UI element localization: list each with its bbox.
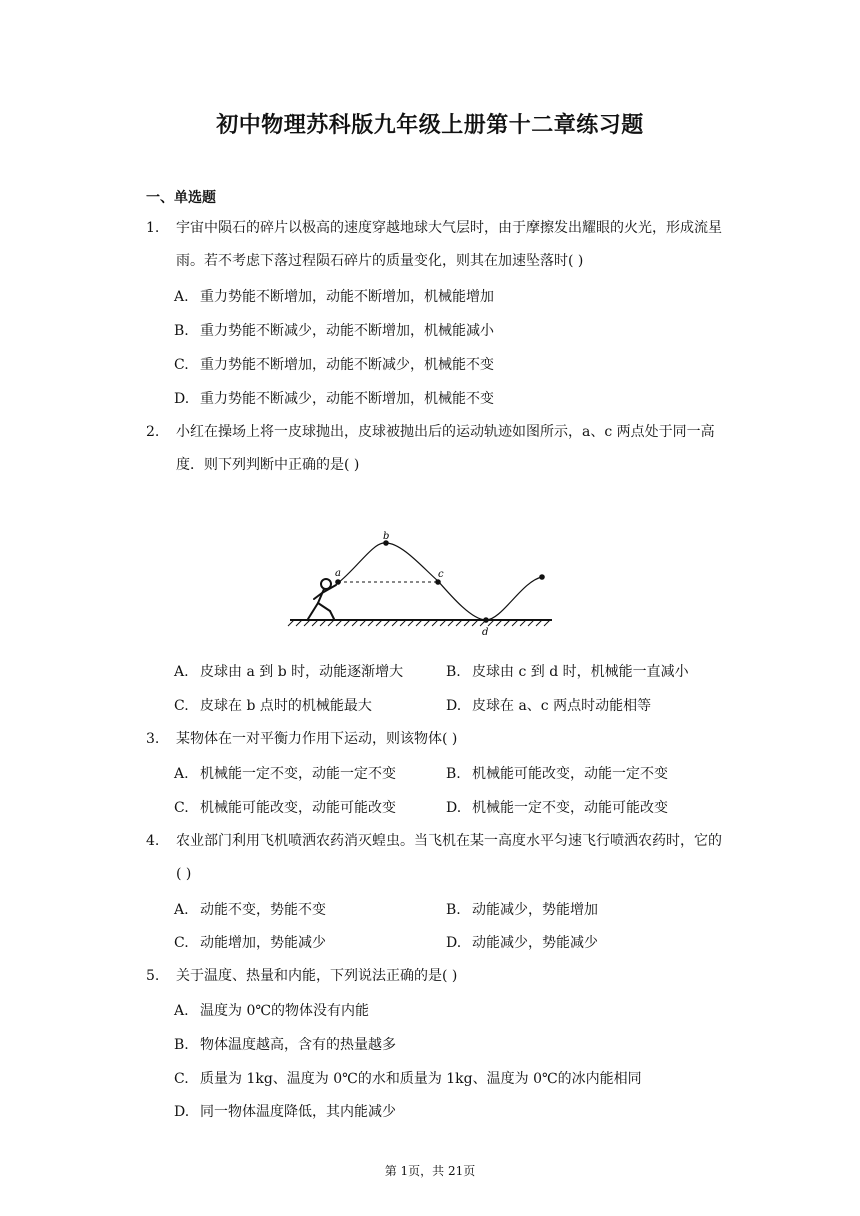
label-d: d: [482, 627, 489, 638]
question-5: [146, 960, 726, 993]
option-3a: A. 机械能一定不变，动能一定不变: [174, 766, 396, 782]
document-title: 初中物理苏科版九年级上册第十二章练习题: [216, 112, 644, 138]
option-4c: C. 动能增加，势能减少: [174, 935, 326, 951]
question-number: 3.: [146, 731, 160, 747]
question-text: 农业部门利用飞机喷洒农药消灭蝗虫。当飞机在某一高度水平匀速飞行喷洒农药时，它的( ): [176, 833, 722, 882]
option-1a: A. 重力势能不断增加，动能不断增加，机械能增加: [174, 289, 494, 305]
question-text: 某物体在一对平衡力作用下运动，则该物体( ): [176, 731, 458, 747]
point-c: [435, 579, 441, 585]
option-2b: B. 皮球由 c 到 d 时，机械能一直减小: [446, 664, 689, 680]
label-a: a: [335, 568, 341, 579]
thrower-figure: [308, 579, 336, 619]
question-text: 小红在操场上将一皮球抛出，皮球被抛出后的运动轨迹如图所示，a、c 两点处于同一高度．则下列判断中正确的是( ): [176, 424, 715, 473]
option-1c: C. 重力势能不断增加，动能不断减少，机械能不变: [174, 357, 494, 373]
option-4b: B. 动能减少，势能增加: [446, 902, 598, 918]
question-2: [146, 416, 726, 482]
question-number: 1.: [146, 220, 160, 236]
option-5d: D. 同一物体温度降低，其内能减少: [174, 1104, 396, 1120]
label-b: b: [383, 531, 390, 542]
question-number: 4.: [146, 833, 160, 849]
label-c: c: [438, 569, 444, 580]
trajectory-figure: [286, 527, 556, 642]
option-4d: D. 动能减少，势能减少: [446, 935, 598, 951]
question-3: [146, 723, 726, 756]
option-5c: C. 质量为 1kg、温度为 0℃的水和质量为 1kg、温度为 0℃的冰内能相同: [174, 1071, 642, 1087]
section-heading: 一、单选题: [146, 190, 216, 206]
option-2c: C. 皮球在 b 点时的机械能最大: [174, 698, 372, 714]
question-number: 2.: [146, 424, 160, 440]
option-1d: D. 重力势能不断减少，动能不断增加，机械能不变: [174, 391, 494, 407]
option-2d: D. 皮球在 a、c 两点时动能相等: [446, 698, 652, 714]
question-4: [146, 825, 726, 891]
question-number: 5.: [146, 968, 160, 984]
option-5b: B. 物体温度越高，含有的热量越多: [174, 1037, 396, 1053]
question-text: 关于温度、热量和内能，下列说法正确的是( ): [176, 968, 458, 984]
point-end: [539, 574, 545, 580]
question-text: 宇宙中陨石的碎片以极高的速度穿越地球大气层时，由于摩擦发出耀眼的火光，形成流星雨。若不考虑下落过程陨石碎片的质量变化，则其在加速坠落时( ): [176, 220, 722, 269]
option-3b: B. 机械能可能改变，动能一定不变: [446, 766, 668, 782]
option-1b: B. 重力势能不断减少，动能不断增加，机械能减小: [174, 323, 494, 339]
page-footer: 第 1页，共 21页: [384, 1164, 476, 1178]
option-3d: D. 机械能一定不变，动能可能改变: [446, 800, 668, 816]
point-a: [335, 579, 341, 585]
question-1: [146, 212, 726, 278]
option-4a: A. 动能不变，势能不变: [174, 902, 326, 918]
option-3c: C. 机械能可能改变，动能可能改变: [174, 800, 396, 816]
option-5a: A. 温度为 0℃的物体没有内能: [174, 1003, 370, 1019]
option-2a: A. 皮球由 a 到 b 时，动能逐渐增大: [174, 664, 404, 680]
point-d: [483, 617, 489, 623]
